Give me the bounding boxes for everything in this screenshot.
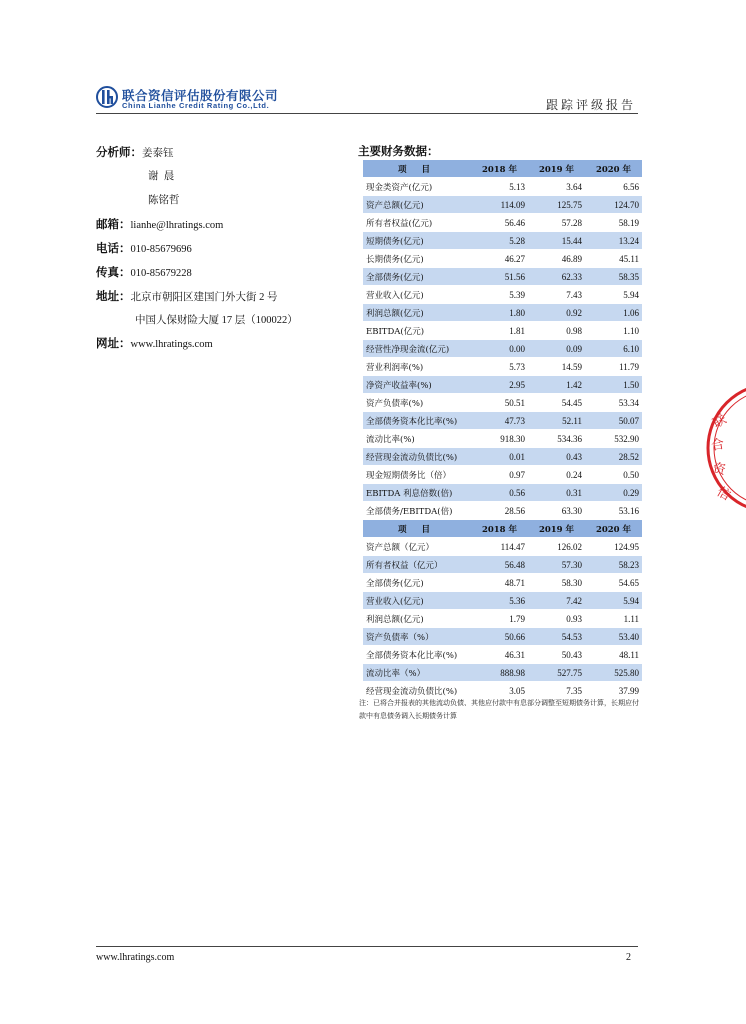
row-value: 11.79 [585, 358, 642, 376]
website-row [96, 334, 346, 358]
header-item: 项 目 [363, 520, 471, 538]
row-value: 0.50 [585, 466, 642, 484]
table-row [363, 304, 642, 322]
row-value: 532.90 [585, 430, 642, 448]
row-value: 0.92 [528, 304, 585, 322]
table-row [363, 394, 642, 412]
row-value: 51.56 [471, 268, 528, 286]
table-row [363, 322, 642, 340]
table-row [363, 358, 642, 376]
row-value: 56.48 [471, 556, 528, 574]
row-value: 48.11 [585, 646, 642, 664]
row-value: 58.35 [585, 268, 642, 286]
row-value: 1.11 [585, 610, 642, 628]
contact-block [96, 143, 346, 358]
row-value: 124.70 [585, 196, 642, 214]
row-label: 经营现金流动负债比(%) [363, 448, 471, 466]
row-value: 57.28 [528, 214, 585, 232]
table-row [363, 646, 642, 664]
row-value: 0.93 [528, 610, 585, 628]
table-row [363, 502, 642, 520]
row-label: 流动比率(%) [363, 430, 471, 448]
page-number: 2 [626, 952, 631, 963]
header-year: 2020 年 [585, 160, 642, 178]
row-label: 全部债务(亿元) [363, 574, 471, 592]
svg-text:资: 资 [711, 461, 727, 479]
row-value: 1.80 [471, 304, 528, 322]
row-label: 全部债务(亿元) [363, 268, 471, 286]
table-row [363, 610, 642, 628]
table-header-row [363, 520, 642, 538]
table-row [363, 214, 642, 232]
company-name-en: China Lianhe Credit Rating Co.,Ltd. [122, 101, 270, 110]
table-header-row [363, 160, 642, 178]
address-row [96, 287, 346, 311]
row-value: 0.09 [528, 340, 585, 358]
table-footnote: 注：已将合并报表的其他流动负债、其他应付款中有息部分调整至短期债务计算，长期应付款中有息债务调入长期债务计算 [359, 699, 639, 720]
table-row [363, 448, 642, 466]
table-row [363, 178, 642, 196]
row-value: 0.98 [528, 322, 585, 340]
row-value: 525.80 [585, 664, 642, 682]
fax-value: 010-85679228 [130, 268, 192, 279]
table-row [363, 268, 642, 286]
svg-text:联: 联 [710, 411, 730, 432]
header-year: 2019 年 [528, 160, 585, 178]
row-value: 114.47 [471, 538, 528, 556]
analyst-name: 谢 晨 [148, 171, 175, 182]
row-value: 54.45 [528, 394, 585, 412]
row-label: 经营现金流动负债比(%) [363, 682, 471, 700]
table-row [363, 340, 642, 358]
row-value: 53.34 [585, 394, 642, 412]
table-row [363, 430, 642, 448]
row-value: 37.99 [585, 682, 642, 700]
row-value: 50.43 [528, 646, 585, 664]
row-label: 现金类资产(亿元) [363, 178, 471, 196]
row-value: 124.95 [585, 538, 642, 556]
address-line-2: 中国人保财险大厦 17 层（100022） [135, 315, 298, 326]
table-row [363, 232, 642, 250]
row-value: 50.66 [471, 628, 528, 646]
table-row [363, 484, 642, 502]
table-row [363, 196, 642, 214]
row-value: 53.40 [585, 628, 642, 646]
row-value: 45.11 [585, 250, 642, 268]
website-value[interactable]: www.lhratings.com [130, 339, 213, 350]
row-value: 63.30 [528, 502, 585, 520]
row-value: 2.95 [471, 376, 528, 394]
row-value: 0.56 [471, 484, 528, 502]
email-value[interactable]: lianhe@lhratings.com [130, 220, 224, 231]
table-row [363, 376, 642, 394]
email-label: 邮箱： [96, 217, 131, 231]
row-value: 5.94 [585, 592, 642, 610]
row-label: 所有者权益(亿元) [363, 214, 471, 232]
fax-label: 传真： [96, 265, 131, 279]
company-name-cn: 联合资信评估股份有限公司 [122, 88, 279, 103]
analyst-name: 姜泰钰 [142, 148, 174, 159]
svg-text:信: 信 [714, 484, 733, 504]
row-value: 28.52 [585, 448, 642, 466]
row-label: 所有者权益（亿元） [363, 556, 471, 574]
header-year: 2018 年 [471, 520, 528, 538]
address-label: 地址： [96, 289, 131, 303]
row-value: 50.51 [471, 394, 528, 412]
row-value: 62.33 [528, 268, 585, 286]
row-label: 经营性净现金流(亿元) [363, 340, 471, 358]
row-value: 0.00 [471, 340, 528, 358]
row-value: 5.94 [585, 286, 642, 304]
row-label: 资产总额（亿元） [363, 538, 471, 556]
table-row [363, 664, 642, 682]
row-label: 全部债务资本化比率(%) [363, 646, 471, 664]
table-row [363, 412, 642, 430]
row-label: EBITDA 利息倍数(倍) [363, 484, 471, 502]
row-label: 营业利润率(%) [363, 358, 471, 376]
row-value: 56.46 [471, 214, 528, 232]
row-value: 5.36 [471, 592, 528, 610]
row-label: 资产总额(亿元) [363, 196, 471, 214]
row-value: 0.43 [528, 448, 585, 466]
row-value: 534.36 [528, 430, 585, 448]
header-item: 项 目 [363, 160, 471, 178]
row-value: 7.35 [528, 682, 585, 700]
row-value: 46.27 [471, 250, 528, 268]
financial-data-table [363, 160, 642, 700]
analyst-label: 分析师： [96, 145, 142, 159]
header-divider [96, 113, 638, 114]
table-row [363, 556, 642, 574]
row-value: 5.13 [471, 178, 528, 196]
row-value: 1.81 [471, 322, 528, 340]
row-value: 28.56 [471, 502, 528, 520]
analyst-row [96, 191, 346, 215]
row-value: 0.01 [471, 448, 528, 466]
analyst-row [96, 167, 346, 191]
row-label: 利润总额(亿元) [363, 304, 471, 322]
row-value: 114.09 [471, 196, 528, 214]
row-value: 1.79 [471, 610, 528, 628]
row-value: 46.31 [471, 646, 528, 664]
row-value: 0.97 [471, 466, 528, 484]
lh-logo-icon [96, 86, 118, 108]
row-label: 长期债务(亿元) [363, 250, 471, 268]
report-type-title: 跟踪评级报告 [545, 98, 636, 112]
row-label: 利润总额(亿元) [363, 610, 471, 628]
row-value: 58.30 [528, 574, 585, 592]
table-row [363, 538, 642, 556]
row-value: 46.89 [528, 250, 585, 268]
row-value: 5.73 [471, 358, 528, 376]
phone-row [96, 239, 346, 263]
row-value: 1.42 [528, 376, 585, 394]
row-value: 7.43 [528, 286, 585, 304]
table-row [363, 286, 642, 304]
row-value: 1.50 [585, 376, 642, 394]
row-value: 15.44 [528, 232, 585, 250]
table-row [363, 250, 642, 268]
analyst-name: 陈铭哲 [148, 195, 180, 206]
row-label: 流动比率（%） [363, 664, 471, 682]
row-value: 5.39 [471, 286, 528, 304]
row-label: 资产负债率（%） [363, 628, 471, 646]
website-label: 网址： [96, 336, 131, 350]
row-value: 58.23 [585, 556, 642, 574]
address-line-1: 北京市朝阳区建国门外大街 2 号 [130, 292, 278, 303]
row-value: 3.64 [528, 178, 585, 196]
row-label: EBITDA(亿元) [363, 322, 471, 340]
header-year: 2018 年 [471, 160, 528, 178]
header-year: 2020 年 [585, 520, 642, 538]
row-value: 3.05 [471, 682, 528, 700]
row-value: 0.29 [585, 484, 642, 502]
row-value: 48.71 [471, 574, 528, 592]
svg-text:合: 合 [710, 436, 726, 454]
row-value: 0.24 [528, 466, 585, 484]
row-value: 6.56 [585, 178, 642, 196]
row-label: 营业收入(亿元) [363, 286, 471, 304]
row-label: 营业收入(亿元) [363, 592, 471, 610]
header-year: 2019 年 [528, 520, 585, 538]
email-row [96, 215, 346, 239]
row-value: 54.65 [585, 574, 642, 592]
row-value: 6.10 [585, 340, 642, 358]
row-label: 短期债务(亿元) [363, 232, 471, 250]
row-label: 净资产收益率(%) [363, 376, 471, 394]
table-row [363, 574, 642, 592]
row-value: 58.19 [585, 214, 642, 232]
row-value: 54.53 [528, 628, 585, 646]
row-value: 7.42 [528, 592, 585, 610]
phone-label: 电话： [96, 241, 131, 255]
financial-data-title: 主要财务数据： [358, 144, 439, 158]
row-label: 现金短期债务比（倍） [363, 466, 471, 484]
row-value: 527.75 [528, 664, 585, 682]
phone-value: 010-85679696 [130, 244, 192, 255]
table-row [363, 592, 642, 610]
row-value: 918.30 [471, 430, 528, 448]
row-value: 47.73 [471, 412, 528, 430]
row-value: 50.07 [585, 412, 642, 430]
row-value: 57.30 [528, 556, 585, 574]
row-value: 52.11 [528, 412, 585, 430]
footer-divider [96, 946, 638, 947]
table-row [363, 628, 642, 646]
row-value: 1.10 [585, 322, 642, 340]
row-value: 0.31 [528, 484, 585, 502]
row-value: 125.75 [528, 196, 585, 214]
row-value: 53.16 [585, 502, 642, 520]
table-row [363, 466, 642, 484]
analyst-row [96, 143, 346, 167]
row-label: 全部债务/EBITDA(倍) [363, 502, 471, 520]
row-value: 126.02 [528, 538, 585, 556]
row-value: 5.28 [471, 232, 528, 250]
row-value: 888.98 [471, 664, 528, 682]
row-label: 全部债务资本化比率(%) [363, 412, 471, 430]
address-row-2 [96, 311, 346, 334]
row-value: 13.24 [585, 232, 642, 250]
row-label: 资产负债率(%) [363, 394, 471, 412]
row-value: 1.06 [585, 304, 642, 322]
footer-website[interactable]: www.lhratings.com [96, 952, 175, 963]
row-value: 14.59 [528, 358, 585, 376]
fax-row [96, 263, 346, 287]
company-seal-icon [702, 378, 746, 518]
